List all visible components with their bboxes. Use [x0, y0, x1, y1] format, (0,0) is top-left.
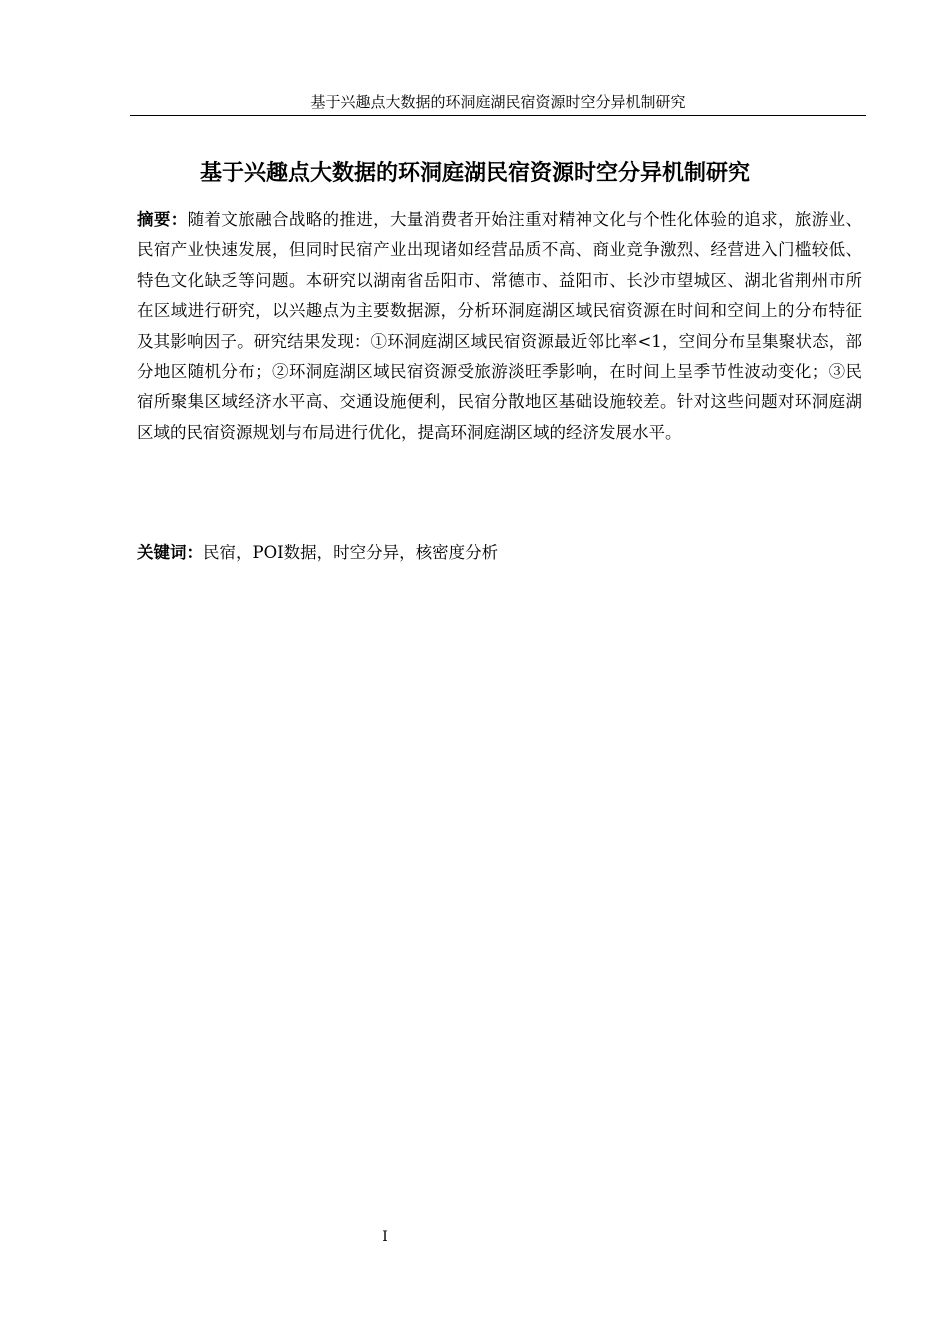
page-number: I — [382, 1229, 388, 1245]
abstract-text: 随着文旅融合战略的推进，大量消费者开始注重对精神文化与个性化体验的追求，旅游业、民宿产业快速发展，但同时民宿产业出现诸如经营品质不高、商业竞争激烈、经营进入门槛较低、特色文化缺乏等问题。本研究以湖南省岳阳市、常德市、益阳市、长沙市望城区、湖北省荆州市所在区域进行研究，以兴趣点为主要数据源，分析环洞庭湖区域民宿资源在时间和空间上的分布特征及其影响因子。研究结果发现：①环洞庭湖区域民宿资源最近邻比率<1，空间分布呈集聚状态，部分地区随机分布；②环洞庭湖区域民宿资源受旅游淡旺季影响，在时间上呈季节性波动变化；③民宿所聚集区域经济水平高、交通设施便利，民宿分散地区基础设施较差。针对这些问题对环洞庭湖区域的民宿资源规划与布局进行优化，提高环洞庭湖区域的经济发展水平。 — [137, 210, 863, 442]
running-header-title: 基于兴趣点大数据的环洞庭湖民宿资源时空分异机制研究 — [310, 93, 686, 111]
abstract-label: 摘要： — [137, 210, 188, 229]
paper-title: 基于兴趣点大数据的环洞庭湖民宿资源时空分异机制研究 — [199, 161, 750, 186]
keywords-text: 民宿，POI数据，时空分异，核密度分析 — [203, 543, 499, 562]
running-header — [130, 93, 866, 116]
keywords-label: 关键词： — [137, 543, 203, 562]
keywords-paragraph — [137, 538, 862, 568]
abstract-paragraph — [137, 205, 862, 448]
